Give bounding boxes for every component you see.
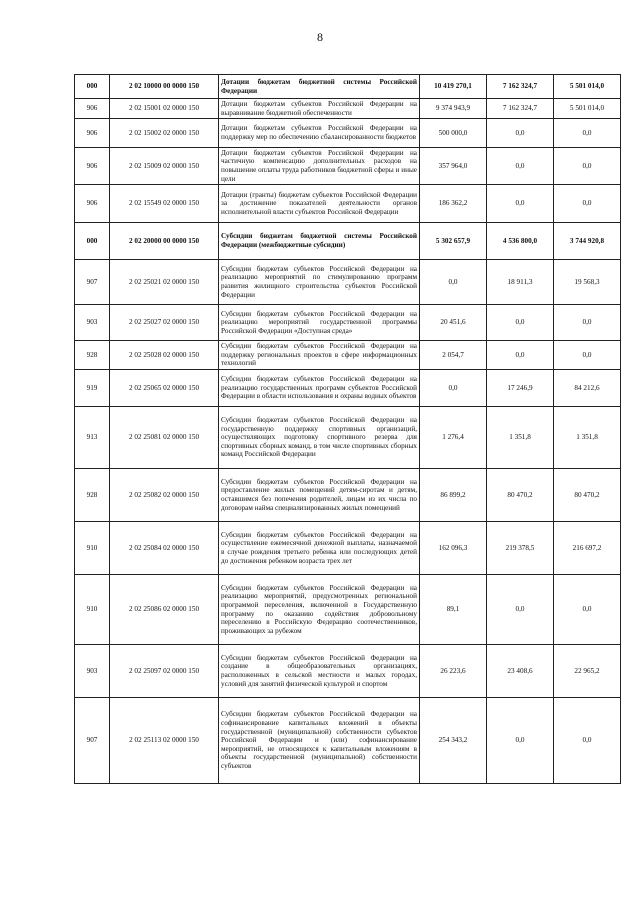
table-row <box>75 260 621 305</box>
value-year3-cell: 80 470,2 <box>554 469 621 522</box>
budget-code-cell: 2 02 10000 00 0000 150 <box>110 75 219 99</box>
value-year1-cell: 254 343,2 <box>420 698 487 784</box>
value-year3-cell: 0,0 <box>554 575 621 645</box>
table-row <box>75 341 621 370</box>
budget-revenue-table <box>74 74 621 784</box>
value-year2-cell: 18 911,3 <box>487 260 554 305</box>
value-year3-cell: 84 212,6 <box>554 370 621 407</box>
value-year2-cell: 7 162 324,7 <box>487 99 554 119</box>
value-year3-cell: 0,0 <box>554 305 621 341</box>
budget-code-cell: 2 02 15002 02 0000 150 <box>110 119 219 148</box>
value-year2-cell: 219 378,5 <box>487 522 554 575</box>
value-year1-cell: 9 374 943,9 <box>420 99 487 119</box>
value-year3-cell: 0,0 <box>554 698 621 784</box>
item-name-cell: Субсидии бюджетам субъектов Российской Федерации на софинансирование капитальных вложений в объекты государственной (муниципальной) собственности субъектов Российской Федерации и (или) софинансирование мероприятий, не относящихся к капитальным вложениям в объекты государственной (муниципальной) собственности субъектов <box>219 698 420 784</box>
budget-code-cell: 2 02 25021 02 0000 150 <box>110 260 219 305</box>
value-year2-cell: 23 408,6 <box>487 645 554 698</box>
admin-code-cell: 907 <box>75 698 110 784</box>
budget-code-cell: 2 02 15009 02 0000 150 <box>110 148 219 185</box>
item-name-cell: Субсидии бюджетам субъектов Российской Федерации на поддержку региональных проектов в сфере информационных технологий <box>219 341 420 370</box>
admin-code-cell: 910 <box>75 522 110 575</box>
value-year2-cell: 0,0 <box>487 119 554 148</box>
budget-code-cell: 2 02 25086 02 0000 150 <box>110 575 219 645</box>
budget-code-cell: 2 02 25027 02 0000 150 <box>110 305 219 341</box>
value-year1-cell: 186 362,2 <box>420 185 487 223</box>
value-year2-cell: 17 246,9 <box>487 370 554 407</box>
admin-code-cell: 928 <box>75 341 110 370</box>
page-number: 8 <box>317 30 323 44</box>
admin-code-cell: 000 <box>75 75 110 99</box>
admin-code-cell: 903 <box>75 305 110 341</box>
admin-code-cell: 910 <box>75 575 110 645</box>
admin-code-cell: 906 <box>75 99 110 119</box>
value-year3-cell: 22 965,2 <box>554 645 621 698</box>
value-year2-cell: 0,0 <box>487 575 554 645</box>
table-row <box>75 575 621 645</box>
item-name-cell: Субсидии бюджетам субъектов Российской Федерации на реализацию мероприятий по стимулированию программ развития жилищного строительства субъектов Российской Федерации <box>219 260 420 305</box>
value-year2-cell: 4 536 800,0 <box>487 223 554 260</box>
value-year2-cell: 0,0 <box>487 148 554 185</box>
value-year1-cell: 10 419 270,1 <box>420 75 487 99</box>
item-name-cell: Дотации бюджетам бюджетной системы Российской Федерации <box>219 75 420 99</box>
value-year1-cell: 20 451,6 <box>420 305 487 341</box>
value-year1-cell: 2 054,7 <box>420 341 487 370</box>
table-row <box>75 75 621 99</box>
item-name-cell: Субсидии бюджетам субъектов Российской Федерации на предоставление жилых помещений детям-сиротам и детям, оставшимся без попечения родителей, лицам из их числа по договорам найма специализированных жилых помещений <box>219 469 420 522</box>
table-row <box>75 305 621 341</box>
value-year3-cell: 5 501 014,0 <box>554 99 621 119</box>
value-year2-cell: 0,0 <box>487 305 554 341</box>
value-year3-cell: 0,0 <box>554 119 621 148</box>
budget-code-cell: 2 02 20000 00 0000 150 <box>110 223 219 260</box>
value-year2-cell: 80 470,2 <box>487 469 554 522</box>
item-name-cell: Субсидии бюджетам субъектов Российской Федерации на реализацию мероприятий государственной программы Российской Федерации «Доступная среда» <box>219 305 420 341</box>
table-row <box>75 223 621 260</box>
value-year2-cell: 0,0 <box>487 698 554 784</box>
table-row <box>75 407 621 469</box>
table-row <box>75 370 621 407</box>
budget-code-cell: 2 02 25084 02 0000 150 <box>110 522 219 575</box>
value-year1-cell: 500 000,0 <box>420 119 487 148</box>
value-year1-cell: 357 964,0 <box>420 148 487 185</box>
value-year3-cell: 1 351,8 <box>554 407 621 469</box>
value-year2-cell: 7 162 324,7 <box>487 75 554 99</box>
value-year1-cell: 86 899,2 <box>420 469 487 522</box>
admin-code-cell: 906 <box>75 119 110 148</box>
admin-code-cell: 928 <box>75 469 110 522</box>
value-year1-cell: 1 276,4 <box>420 407 487 469</box>
item-name-cell: Дотации бюджетам субъектов Российской Федерации на поддержку мер по обеспечению сбалансированности бюджетов <box>219 119 420 148</box>
budget-code-cell: 2 02 25065 02 0000 150 <box>110 370 219 407</box>
item-name-cell: Субсидии бюджетам бюджетной системы Российской Федерации (межбюджетные субсидии) <box>219 223 420 260</box>
table-row <box>75 469 621 522</box>
table-row <box>75 645 621 698</box>
value-year2-cell: 0,0 <box>487 185 554 223</box>
admin-code-cell: 907 <box>75 260 110 305</box>
table-row <box>75 185 621 223</box>
budget-code-cell: 2 02 25028 02 0000 150 <box>110 341 219 370</box>
table-body <box>75 75 621 784</box>
item-name-cell: Дотации бюджетам субъектов Российской Федерации на частичную компенсацию дополнительных расходов на повышение оплаты труда работников бюджетной сферы и иные цели <box>219 148 420 185</box>
value-year1-cell: 0,0 <box>420 260 487 305</box>
value-year1-cell: 0,0 <box>420 370 487 407</box>
item-name-cell: Субсидии бюджетам субъектов Российской Федерации на государственную поддержку спортивных организаций, осуществляющих подготовку спортивного резерва для спортивных сборных команд, в том числе спортивных сборных команд Российской Федерации <box>219 407 420 469</box>
value-year1-cell: 162 096,3 <box>420 522 487 575</box>
table-row <box>75 148 621 185</box>
budget-code-cell: 2 02 15001 02 0000 150 <box>110 99 219 119</box>
table-row <box>75 99 621 119</box>
item-name-cell: Субсидии бюджетам субъектов Российской Федерации на реализацию мероприятий, предусмотренных региональной программой переселения, включенной в Государственную программу по оказанию содействия добровольному переселению в Российскую Федерацию соотечественников, проживающих за рубежом <box>219 575 420 645</box>
value-year3-cell: 0,0 <box>554 185 621 223</box>
item-name-cell: Дотации (гранты) бюджетам субъектов Российской Федерации за достижение показателей деятельности органов исполнительной власти субъектов Российской Федерации <box>219 185 420 223</box>
value-year2-cell: 0,0 <box>487 341 554 370</box>
budget-code-cell: 2 02 25113 02 0000 150 <box>110 698 219 784</box>
value-year3-cell: 5 501 014,0 <box>554 75 621 99</box>
table-row <box>75 698 621 784</box>
admin-code-cell: 000 <box>75 223 110 260</box>
item-name-cell: Субсидии бюджетам субъектов Российской Федерации на осуществление ежемесячной денежной выплаты, назначаемой в случае рождения третьего ребенка или последующих детей до достижения ребенком возраста трех лет <box>219 522 420 575</box>
value-year1-cell: 26 223,6 <box>420 645 487 698</box>
budget-code-cell: 2 02 25097 02 0000 150 <box>110 645 219 698</box>
budget-code-cell: 2 02 25082 02 0000 150 <box>110 469 219 522</box>
value-year3-cell: 3 744 920,8 <box>554 223 621 260</box>
admin-code-cell: 919 <box>75 370 110 407</box>
item-name-cell: Дотации бюджетам субъектов Российской Федерации на выравнивание бюджетной обеспеченности <box>219 99 420 119</box>
table-row <box>75 119 621 148</box>
item-name-cell: Субсидии бюджетам субъектов Российской Федерации на реализацию государственных программ субъектов Российской Федерации в области использования и охраны водных объектов <box>219 370 420 407</box>
budget-code-cell: 2 02 15549 02 0000 150 <box>110 185 219 223</box>
admin-code-cell: 913 <box>75 407 110 469</box>
value-year3-cell: 0,0 <box>554 341 621 370</box>
budget-code-cell: 2 02 25081 02 0000 150 <box>110 407 219 469</box>
admin-code-cell: 903 <box>75 645 110 698</box>
table-row <box>75 522 621 575</box>
value-year2-cell: 1 351,8 <box>487 407 554 469</box>
item-name-cell: Субсидии бюджетам субъектов Российской Федерации на создание в общеобразовательных организациях, расположенных в сельской местности и малых городах, условий для занятий физической культурой и спортом <box>219 645 420 698</box>
value-year3-cell: 19 568,3 <box>554 260 621 305</box>
admin-code-cell: 906 <box>75 185 110 223</box>
value-year3-cell: 0,0 <box>554 148 621 185</box>
value-year1-cell: 5 302 657,9 <box>420 223 487 260</box>
value-year3-cell: 216 697,2 <box>554 522 621 575</box>
admin-code-cell: 906 <box>75 148 110 185</box>
value-year1-cell: 89,1 <box>420 575 487 645</box>
